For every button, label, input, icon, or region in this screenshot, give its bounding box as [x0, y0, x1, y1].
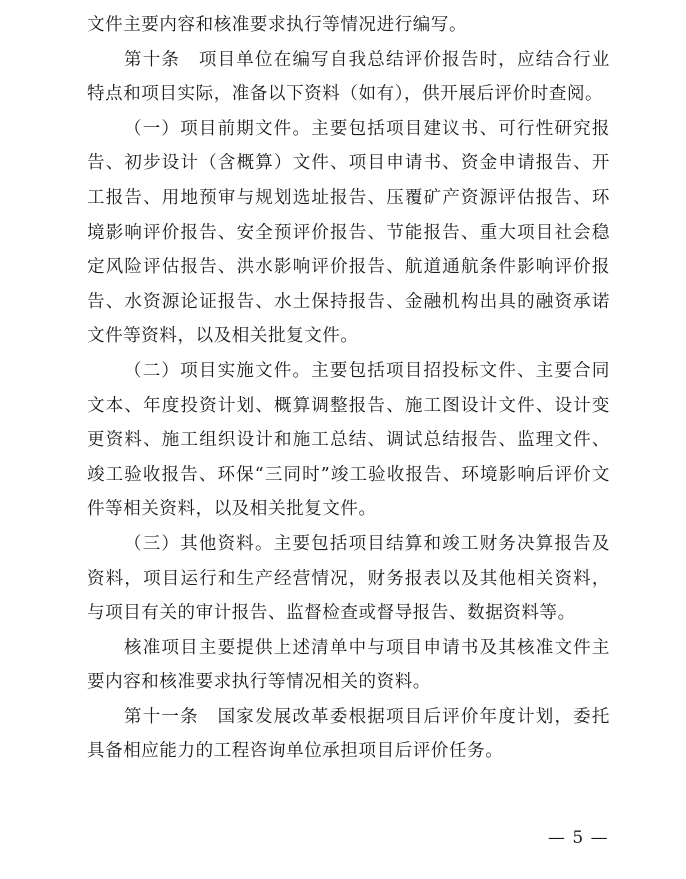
page-number: — 5 —: [548, 828, 609, 848]
paragraph-implementation-documents: （二）项目实施文件。主要包括项目招投标文件、主要合同文本、年度投资计划、概算调整报告、施工图设计文件、设计变更资料、施工组织设计和施工总结、调试总结报告、监理文件、竣工验收报告、环保“三同时”竣工验收报告、环境影响后评价文件等相关资料，以及相关批复文件。: [87, 360, 610, 520]
paragraph-other-materials: （三）其他资料。主要包括项目结算和竣工财务决算报告及资料，项目运行和生产经营情况，财务报表以及其他相关资料，与项目有关的审计报告、监督检查或督导报告、数据资料等。: [87, 533, 610, 624]
paragraph-approved-projects: 核准项目主要提供上述清单中与项目申请书及其核准文件主要内容和核准要求执行等情况相关的资料。: [87, 637, 610, 693]
paragraph-article-10: 第十条 项目单位在编写自我总结评价报告时，应结合行业特点和项目实际，准备以下资料（如有），供开展后评价时查阅。: [87, 49, 610, 105]
document-body: [87, 8, 610, 769]
paragraph-preliminary-documents: （一）项目前期文件。主要包括项目建议书、可行性研究报告、初步设计（含概算）文件、项目申请书、资金申请报告、开工报告、用地预审与规划选址报告、压覆矿产资源评估报告、环境影响评价报告、安全预评价报告、节能报告、重大项目社会稳定风险评估报告、洪水影响评价报告、航道通航条件影响评价报告、水资源论证报告、水土保持报告、金融机构出具的融资承诺文件等资料，以及相关批复文件。: [87, 118, 610, 347]
paragraph-continuation: 文件主要内容和核准要求执行等情况进行编写。: [87, 15, 468, 35]
paragraph-article-11: 第十一条 国家发展改革委根据项目后评价年度计划，委托具备相应能力的工程咨询单位承担项目后评价任务。: [87, 706, 610, 762]
